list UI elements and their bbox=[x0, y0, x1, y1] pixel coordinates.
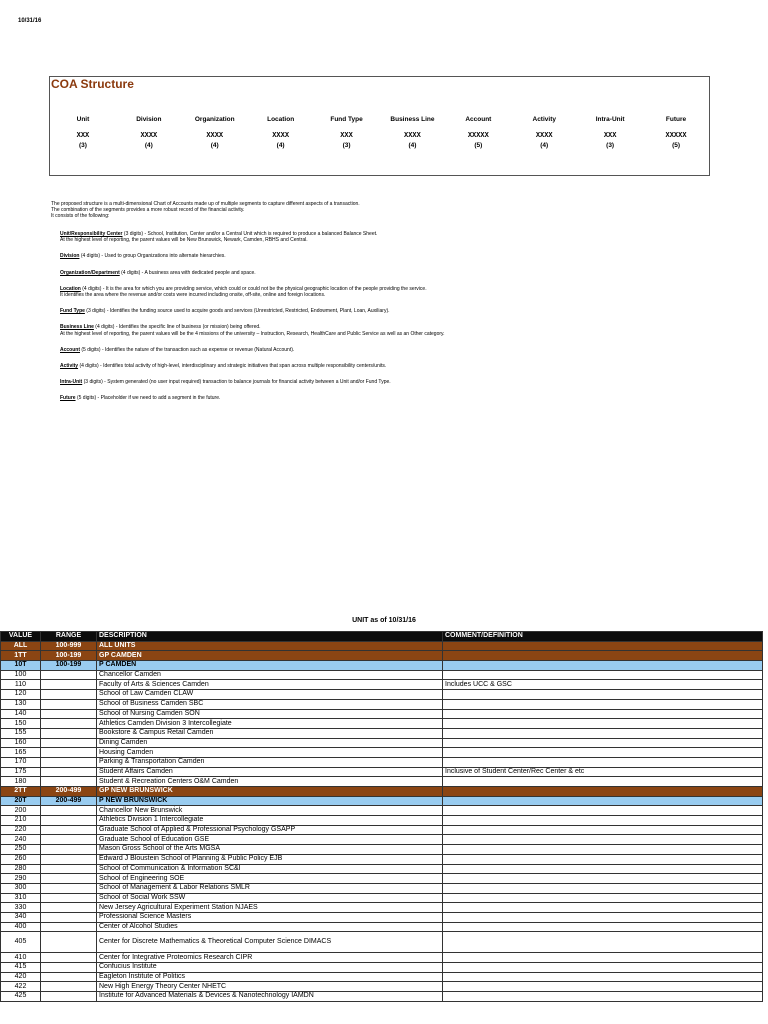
segment-name: Future bbox=[665, 116, 687, 123]
cell-range bbox=[41, 903, 97, 913]
cell-value: ALL bbox=[1, 641, 41, 651]
cell-value: 310 bbox=[1, 893, 41, 903]
cell-description: Mason Gross School of the Arts MGSA bbox=[97, 845, 443, 855]
coa-structure-box bbox=[49, 76, 710, 176]
cell-range bbox=[41, 912, 97, 922]
cell-range: 100-199 bbox=[41, 661, 97, 671]
cell-range bbox=[41, 854, 97, 864]
table-row bbox=[1, 757, 763, 767]
segment-name: Account bbox=[465, 116, 492, 123]
cell-range bbox=[41, 690, 97, 700]
segment-code: XXXX bbox=[206, 132, 224, 140]
cell-value: 165 bbox=[1, 748, 41, 758]
cell-comment: Includes UCC & GSC bbox=[443, 680, 763, 690]
cell-comment bbox=[443, 992, 763, 1002]
cell-comment bbox=[443, 699, 763, 709]
cell-comment bbox=[443, 932, 763, 953]
cell-description: Bookstore & Campus Retail Camden bbox=[97, 728, 443, 738]
segment-column bbox=[182, 115, 248, 150]
cell-description: Chancellor New Brunswick bbox=[97, 806, 443, 816]
segment-name: Fund Type bbox=[330, 116, 363, 123]
cell-description: Graduate School of Applied & Professional Psychology GSAPP bbox=[97, 825, 443, 835]
segment-name: Activity bbox=[532, 116, 556, 123]
cell-value: 140 bbox=[1, 709, 41, 719]
cell-range bbox=[41, 709, 97, 719]
cell-comment bbox=[443, 738, 763, 748]
cell-description: Student & Recreation Centers O&M Camden bbox=[97, 777, 443, 787]
cell-description: Professional Science Masters bbox=[97, 912, 443, 922]
definition-item bbox=[60, 270, 740, 276]
cell-range bbox=[41, 767, 97, 777]
segment-definitions bbox=[60, 231, 740, 412]
definition-text: (5 digits) - Identifies the nature of the transaction such as expense or revenue (Natural Account). bbox=[80, 346, 295, 353]
cell-description: Center for Discrete Mathematics & Theoretical Computer Science DIMACS bbox=[97, 932, 443, 953]
cell-comment bbox=[443, 641, 763, 651]
definition-term: Location bbox=[60, 285, 81, 292]
table-row bbox=[1, 922, 763, 932]
cell-description: Confucius Institute bbox=[97, 963, 443, 973]
segment-code: XXXX bbox=[535, 132, 553, 140]
table-row bbox=[1, 816, 763, 826]
cell-range bbox=[41, 874, 97, 884]
cell-value: 260 bbox=[1, 854, 41, 864]
definition-item bbox=[60, 395, 740, 401]
cell-comment bbox=[443, 864, 763, 874]
cell-range: 200-499 bbox=[41, 787, 97, 797]
intro-text bbox=[51, 201, 731, 220]
definition-term: Intra-Unit bbox=[60, 379, 83, 386]
segment-name: Organization bbox=[194, 116, 235, 123]
cell-description: School of Social Work SSW bbox=[97, 893, 443, 903]
cell-value: 20T bbox=[1, 796, 41, 806]
cell-value: 175 bbox=[1, 767, 41, 777]
cell-description: P CAMDEN bbox=[97, 661, 443, 671]
cell-value: 280 bbox=[1, 864, 41, 874]
table-row bbox=[1, 963, 763, 973]
cell-comment bbox=[443, 883, 763, 893]
cell-description: Graduate School of Education GSE bbox=[97, 835, 443, 845]
table-row bbox=[1, 845, 763, 855]
cell-value: 160 bbox=[1, 738, 41, 748]
segment-column bbox=[50, 115, 116, 150]
cell-value: 290 bbox=[1, 874, 41, 884]
segment-code: XXX bbox=[340, 132, 353, 140]
table-row bbox=[1, 709, 763, 719]
table-row bbox=[1, 835, 763, 845]
table-row bbox=[1, 912, 763, 922]
table-row bbox=[1, 728, 763, 738]
definition-term: Business Line bbox=[60, 324, 94, 331]
cell-value: 400 bbox=[1, 922, 41, 932]
cell-value: 250 bbox=[1, 845, 41, 855]
table-row bbox=[1, 854, 763, 864]
cell-description: Institute for Advanced Materials & Devices & Nanotechnology IAMDN bbox=[97, 992, 443, 1002]
segment-digits: (4) bbox=[540, 142, 549, 149]
definition-term: Future bbox=[60, 395, 76, 402]
cell-value: 1TT bbox=[1, 651, 41, 661]
table-row bbox=[1, 777, 763, 787]
definition-item bbox=[60, 324, 740, 336]
cell-range bbox=[41, 806, 97, 816]
segment-column bbox=[643, 115, 709, 150]
table-row bbox=[1, 972, 763, 982]
cell-description: P NEW BRUNSWICK bbox=[97, 796, 443, 806]
definition-text: (4 digits) - Identifies the specific line of business (or mission) being offered. bbox=[93, 324, 261, 331]
cell-comment bbox=[443, 777, 763, 787]
cell-range bbox=[41, 728, 97, 738]
cell-value: 170 bbox=[1, 757, 41, 767]
segment-code: XXXX bbox=[272, 132, 290, 140]
cell-value: 2TT bbox=[1, 787, 41, 797]
cell-value: 180 bbox=[1, 777, 41, 787]
cell-description: Athletics Division 1 Intercollegiate bbox=[97, 816, 443, 826]
coa-title: COA Structure bbox=[51, 77, 134, 91]
cell-value: 130 bbox=[1, 699, 41, 709]
header-value: VALUE bbox=[1, 632, 41, 642]
table-header-row bbox=[1, 632, 763, 642]
definition-item bbox=[60, 363, 740, 369]
definition-term: Activity bbox=[60, 363, 79, 370]
cell-description: Athletics Camden Division 3 Intercollegiate bbox=[97, 719, 443, 729]
table-row bbox=[1, 806, 763, 816]
cell-comment bbox=[443, 787, 763, 797]
cell-description: GP NEW BRUNSWICK bbox=[97, 787, 443, 797]
cell-comment bbox=[443, 796, 763, 806]
cell-range bbox=[41, 932, 97, 953]
segment-digits: (4) bbox=[408, 142, 417, 149]
definition-text: (4 digits) - Identifies total activity of high-level, interdisciplinary and strategic initiatives that span across multiple responsibility centers/units. bbox=[78, 363, 387, 370]
cell-description: New Jersey Agricultural Experiment Station NJAES bbox=[97, 903, 443, 913]
table-row bbox=[1, 825, 763, 835]
cell-description: Edward J Bloustein School of Planning & Public Policy EJB bbox=[97, 854, 443, 864]
cell-comment bbox=[443, 690, 763, 700]
header-comment: COMMENT/DEFINITION bbox=[443, 632, 763, 642]
cell-value: 422 bbox=[1, 982, 41, 992]
cell-value: 415 bbox=[1, 963, 41, 973]
cell-value: 425 bbox=[1, 992, 41, 1002]
cell-range: 200-499 bbox=[41, 796, 97, 806]
segment-digits: (5) bbox=[672, 142, 681, 149]
cell-value: 240 bbox=[1, 835, 41, 845]
cell-description: Center for Integrative Proteomics Research CIPR bbox=[97, 953, 443, 963]
cell-range bbox=[41, 883, 97, 893]
definition-extra: At the highest level of reporting, the parent values will be New Brunswick, Newark, Camden, RBHS and Central. bbox=[60, 237, 308, 244]
cell-value: 10T bbox=[1, 661, 41, 671]
definition-text: (5 digits) - Placeholder if we need to add a segment in the future. bbox=[75, 395, 221, 402]
cell-range bbox=[41, 777, 97, 787]
cell-value: 120 bbox=[1, 690, 41, 700]
cell-comment bbox=[443, 757, 763, 767]
cell-value: 200 bbox=[1, 806, 41, 816]
definition-item bbox=[60, 253, 740, 259]
table-row bbox=[1, 670, 763, 680]
unit-table-title: UNIT as of 10/31/16 bbox=[352, 617, 416, 624]
cell-comment bbox=[443, 825, 763, 835]
definition-term: Unit/Responsibility Center bbox=[60, 231, 123, 237]
segment-column bbox=[380, 115, 446, 150]
definition-text: (3 digits) - Identifies the funding source used to acquire goods and services (Unrestricted, Restricted, Endowment, Plant, Loan, Auxiliary). bbox=[84, 308, 390, 315]
cell-comment bbox=[443, 893, 763, 903]
cell-range bbox=[41, 992, 97, 1002]
definition-text: (3 digits) - School, Institution, Center and/or a Central Unit which is required to produce a balanced Balance Sheet. bbox=[122, 231, 378, 237]
cell-comment bbox=[443, 651, 763, 661]
definition-term: Division bbox=[60, 253, 80, 260]
header-description: DESCRIPTION bbox=[97, 632, 443, 642]
definition-item bbox=[60, 347, 740, 353]
segment-name: Division bbox=[136, 116, 162, 123]
cell-comment bbox=[443, 982, 763, 992]
cell-value: 210 bbox=[1, 816, 41, 826]
cell-range bbox=[41, 738, 97, 748]
definition-text: (4 digits) - A business area with dedicated people and space. bbox=[119, 269, 256, 276]
cell-description: ALL UNITS bbox=[97, 641, 443, 651]
cell-description: School of Engineering SOE bbox=[97, 874, 443, 884]
cell-description: Housing Camden bbox=[97, 748, 443, 758]
cell-description: Dining Camden bbox=[97, 738, 443, 748]
cell-range bbox=[41, 670, 97, 680]
segment-code: XXXX bbox=[140, 132, 158, 140]
segment-code: XXX bbox=[603, 132, 617, 140]
cell-value: 330 bbox=[1, 903, 41, 913]
table-row bbox=[1, 767, 763, 777]
table-row bbox=[1, 903, 763, 913]
cell-range bbox=[41, 835, 97, 845]
definition-item bbox=[60, 308, 740, 314]
cell-range bbox=[41, 757, 97, 767]
header-range: RANGE bbox=[41, 632, 97, 642]
table-row bbox=[1, 651, 763, 661]
cell-description: New High Energy Theory Center NHETC bbox=[97, 982, 443, 992]
table-row bbox=[1, 661, 763, 671]
cell-comment bbox=[443, 835, 763, 845]
definition-text: (4 digits) - It is the area for which you are providing service, which could or could not be the physical geographic location of the people providing the service. bbox=[80, 285, 427, 292]
cell-value: 150 bbox=[1, 719, 41, 729]
cell-description: School of Communication & Information SC&I bbox=[97, 864, 443, 874]
cell-comment bbox=[443, 912, 763, 922]
cell-value: 155 bbox=[1, 728, 41, 738]
cell-range bbox=[41, 825, 97, 835]
cell-comment bbox=[443, 670, 763, 680]
cell-description: School of Nursing Camden SON bbox=[97, 709, 443, 719]
cell-description: Center of Alcohol Studies bbox=[97, 922, 443, 932]
segment-digits: (4) bbox=[210, 142, 219, 149]
cell-description: Chancellor Camden bbox=[97, 670, 443, 680]
segment-name: Intra-Unit bbox=[595, 116, 625, 123]
cell-comment bbox=[443, 748, 763, 758]
segment-column bbox=[511, 115, 577, 150]
cell-range bbox=[41, 963, 97, 973]
cell-range bbox=[41, 719, 97, 729]
cell-range bbox=[41, 680, 97, 690]
segment-name: Location bbox=[267, 116, 295, 123]
cell-comment bbox=[443, 874, 763, 884]
cell-comment bbox=[443, 728, 763, 738]
segment-digits: (4) bbox=[144, 142, 153, 149]
table-row bbox=[1, 864, 763, 874]
segment-column bbox=[314, 115, 380, 150]
table-row bbox=[1, 641, 763, 651]
cell-comment bbox=[443, 963, 763, 973]
segment-code: XXXXX bbox=[467, 132, 489, 140]
table-row bbox=[1, 796, 763, 806]
definition-item bbox=[60, 231, 740, 243]
cell-description: Eagleton Institute of Politics bbox=[97, 972, 443, 982]
cell-range bbox=[41, 982, 97, 992]
cell-comment bbox=[443, 806, 763, 816]
cell-range bbox=[41, 845, 97, 855]
cell-range bbox=[41, 953, 97, 963]
cell-range bbox=[41, 922, 97, 932]
table-row bbox=[1, 719, 763, 729]
table-row bbox=[1, 893, 763, 903]
table-row bbox=[1, 932, 763, 953]
cell-description: School of Law Camden CLAW bbox=[97, 690, 443, 700]
cell-comment bbox=[443, 845, 763, 855]
segment-name: Business Line bbox=[390, 116, 435, 123]
definition-term: Fund Type bbox=[60, 308, 85, 315]
cell-range: 100-199 bbox=[41, 651, 97, 661]
table-row bbox=[1, 953, 763, 963]
cell-comment: Inclusive of Student Center/Rec Center & etc bbox=[443, 767, 763, 777]
intro-line: The combination of the segments provides a more robust record of the financial activity. bbox=[51, 207, 245, 214]
segment-code: XXXXX bbox=[665, 132, 687, 140]
cell-value: 340 bbox=[1, 912, 41, 922]
cell-range bbox=[41, 972, 97, 982]
table-row bbox=[1, 883, 763, 893]
cell-comment bbox=[443, 854, 763, 864]
definition-text: (3 digits) - System generated (no user input required) transaction to balance journals for financial activity between a Unit and/or Fund Type. bbox=[82, 379, 391, 386]
cell-description: Student Affairs Camden bbox=[97, 767, 443, 777]
intro-line: The proposed structure is a multi-dimensional Chart of Accounts made up of multiple segments to capture different aspects of a transaction. bbox=[51, 201, 360, 207]
definition-extra: It identifies the area where the revenue and/or costs were incurred including onsite, off-site, online and foreign locations. bbox=[60, 292, 326, 299]
cell-comment bbox=[443, 661, 763, 671]
cell-value: 410 bbox=[1, 953, 41, 963]
cell-value: 420 bbox=[1, 972, 41, 982]
document-date: 10/31/16 bbox=[18, 18, 42, 24]
table-row bbox=[1, 874, 763, 884]
cell-comment bbox=[443, 709, 763, 719]
segment-digits: (3) bbox=[78, 142, 87, 149]
cell-description: Faculty of Arts & Sciences Camden bbox=[97, 680, 443, 690]
cell-comment bbox=[443, 816, 763, 826]
cell-range bbox=[41, 816, 97, 826]
definition-term: Account bbox=[60, 346, 80, 353]
segment-column bbox=[445, 115, 511, 150]
definition-extra: At the highest level of reporting, the parent values will be the 4 missions of the university – Instruction, Research, HealthCare and Public Service as well as an Other category. bbox=[60, 330, 445, 337]
cell-range bbox=[41, 748, 97, 758]
segment-code: XXX bbox=[76, 132, 90, 140]
table-row bbox=[1, 738, 763, 748]
table-row bbox=[1, 699, 763, 709]
cell-comment bbox=[443, 719, 763, 729]
cell-value: 110 bbox=[1, 680, 41, 690]
segment-code: XXXX bbox=[404, 132, 421, 140]
definition-term: Organization/Department bbox=[60, 269, 120, 276]
unit-table bbox=[0, 631, 763, 1002]
table-row bbox=[1, 982, 763, 992]
cell-range bbox=[41, 699, 97, 709]
cell-value: 220 bbox=[1, 825, 41, 835]
table-row bbox=[1, 748, 763, 758]
segment-column bbox=[248, 115, 314, 150]
cell-value: 100 bbox=[1, 670, 41, 680]
cell-comment bbox=[443, 922, 763, 932]
segment-column bbox=[577, 115, 643, 150]
cell-value: 405 bbox=[1, 932, 41, 953]
segment-digits: (3) bbox=[342, 142, 351, 149]
cell-comment bbox=[443, 972, 763, 982]
definition-item bbox=[60, 379, 740, 385]
segment-grid bbox=[50, 115, 709, 150]
segment-column bbox=[116, 115, 182, 150]
cell-description: School of Business Camden SBC bbox=[97, 699, 443, 709]
table-row bbox=[1, 690, 763, 700]
segment-digits: (4) bbox=[276, 142, 285, 149]
cell-range bbox=[41, 864, 97, 874]
cell-comment bbox=[443, 903, 763, 913]
table-row bbox=[1, 787, 763, 797]
segment-name: Unit bbox=[76, 116, 90, 123]
cell-range bbox=[41, 893, 97, 903]
cell-comment bbox=[443, 953, 763, 963]
definition-text: (4 digits) - Used to group Organizations into alternate hierarchies. bbox=[79, 253, 226, 260]
table-row bbox=[1, 680, 763, 690]
cell-description: School of Management & Labor Relations SMLR bbox=[97, 883, 443, 893]
cell-description: GP CAMDEN bbox=[97, 651, 443, 661]
intro-line: It consists of the following: bbox=[51, 213, 110, 220]
cell-range: 100-999 bbox=[41, 641, 97, 651]
definition-item bbox=[60, 286, 740, 298]
segment-digits: (3) bbox=[606, 142, 615, 149]
segment-digits: (5) bbox=[474, 142, 483, 149]
cell-description: Parking & Transportation Camden bbox=[97, 757, 443, 767]
table-row bbox=[1, 992, 763, 1002]
cell-value: 300 bbox=[1, 883, 41, 893]
